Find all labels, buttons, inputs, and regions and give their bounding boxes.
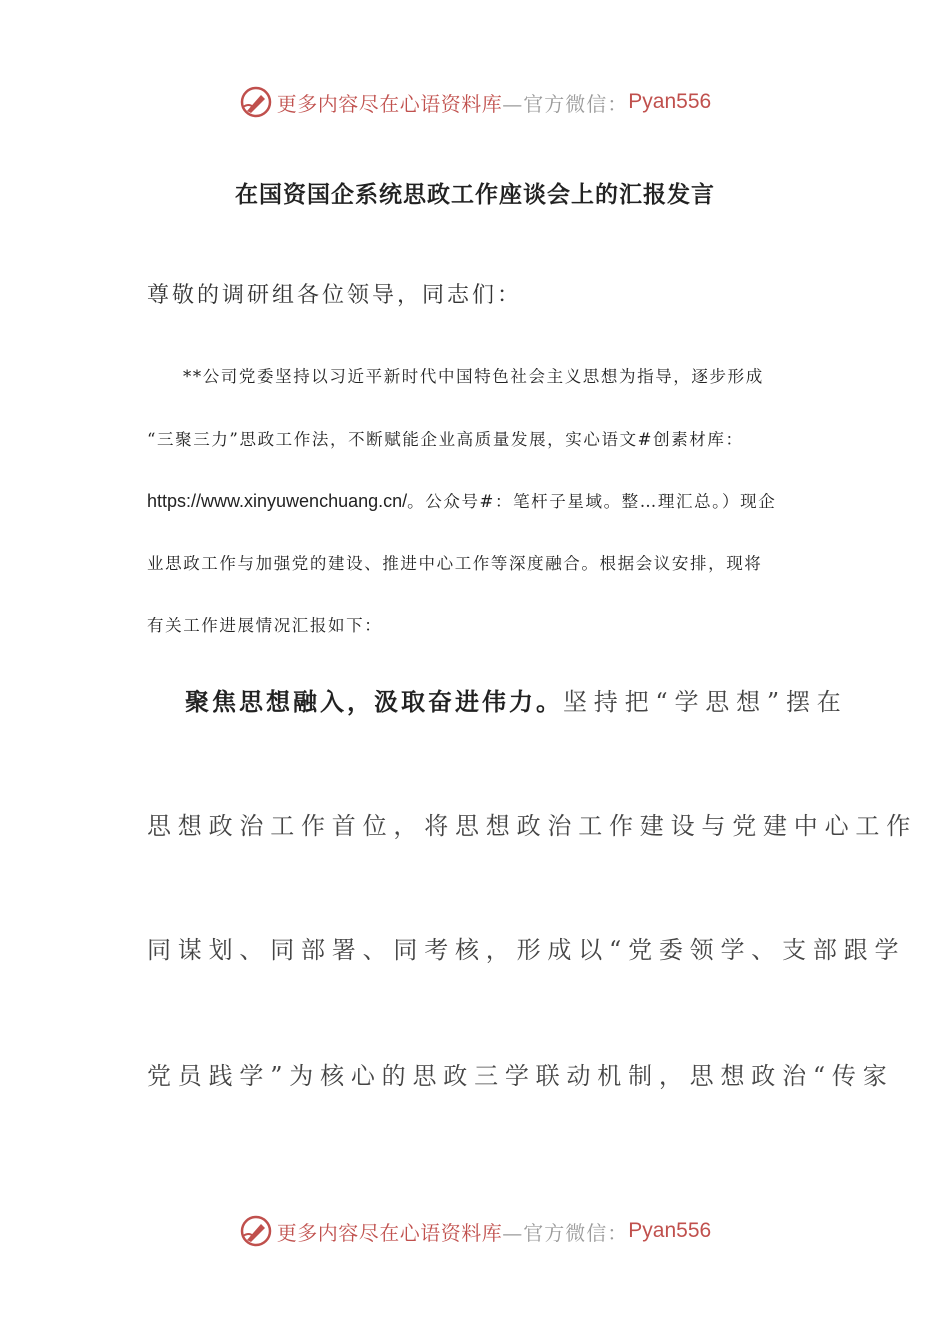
pen-nib-logo-icon bbox=[239, 1214, 273, 1248]
para1-line3 bbox=[147, 488, 807, 512]
para2-lead-heading: 聚焦思想融入，汲取奋进伟力。 bbox=[185, 687, 563, 716]
para2-line2: 思想政治工作首位，将思想政治工作建设与党建中心工作 bbox=[147, 812, 917, 840]
para1-line5: 有关工作进展情况汇报如下： bbox=[147, 616, 383, 635]
banner-wechat-id: Pyan556 bbox=[628, 1219, 712, 1242]
para1-line2: “三聚三力”思政工作法，不断赋能企业高质量发展，实心语文#创素材库： bbox=[147, 430, 744, 449]
banner-main-text: 更多内容尽在心语资料库 bbox=[276, 91, 503, 116]
banner-sub-text: —官方微信： bbox=[502, 91, 629, 116]
pen-nib-logo-icon bbox=[239, 85, 273, 119]
footer-banner bbox=[0, 1211, 950, 1251]
source-url-link[interactable]: https://www.xinyuwenchuang.cn/ bbox=[147, 491, 408, 511]
para1-line4: 业思政工作与加强党的建设、推进中心工作等深度融合。根据会议安排，现将 bbox=[147, 554, 763, 573]
banner-wechat-id: Pyan556 bbox=[628, 90, 712, 113]
para2-line4: 党员践学”为核心的思政三学联动机制，思想政治“传家 bbox=[147, 1062, 894, 1090]
banner-main-text: 更多内容尽在心语资料库 bbox=[276, 1220, 503, 1245]
para1-line1: **公司党委坚持以习近平新时代中国特色社会主义思想为指导，逐步形成 bbox=[183, 367, 764, 386]
banner-sub-text: —官方微信： bbox=[502, 1220, 629, 1245]
document-title: 在国资国企系统思政工作座谈会上的汇报发言 bbox=[235, 181, 715, 208]
para1-line3-text: 。公众号#：笔杆子星域。整…理汇总。）现企 bbox=[407, 492, 777, 511]
para2-line1 bbox=[147, 682, 848, 717]
para2-line1-text: 坚持把“学思想”摆在 bbox=[563, 688, 848, 716]
header-banner bbox=[0, 82, 950, 122]
para2-line3: 同谋划、同部署、同考核，形成以“党委领学、支部跟学 bbox=[147, 936, 906, 964]
salutation: 尊敬的调研组各位领导，同志们： bbox=[147, 283, 523, 308]
